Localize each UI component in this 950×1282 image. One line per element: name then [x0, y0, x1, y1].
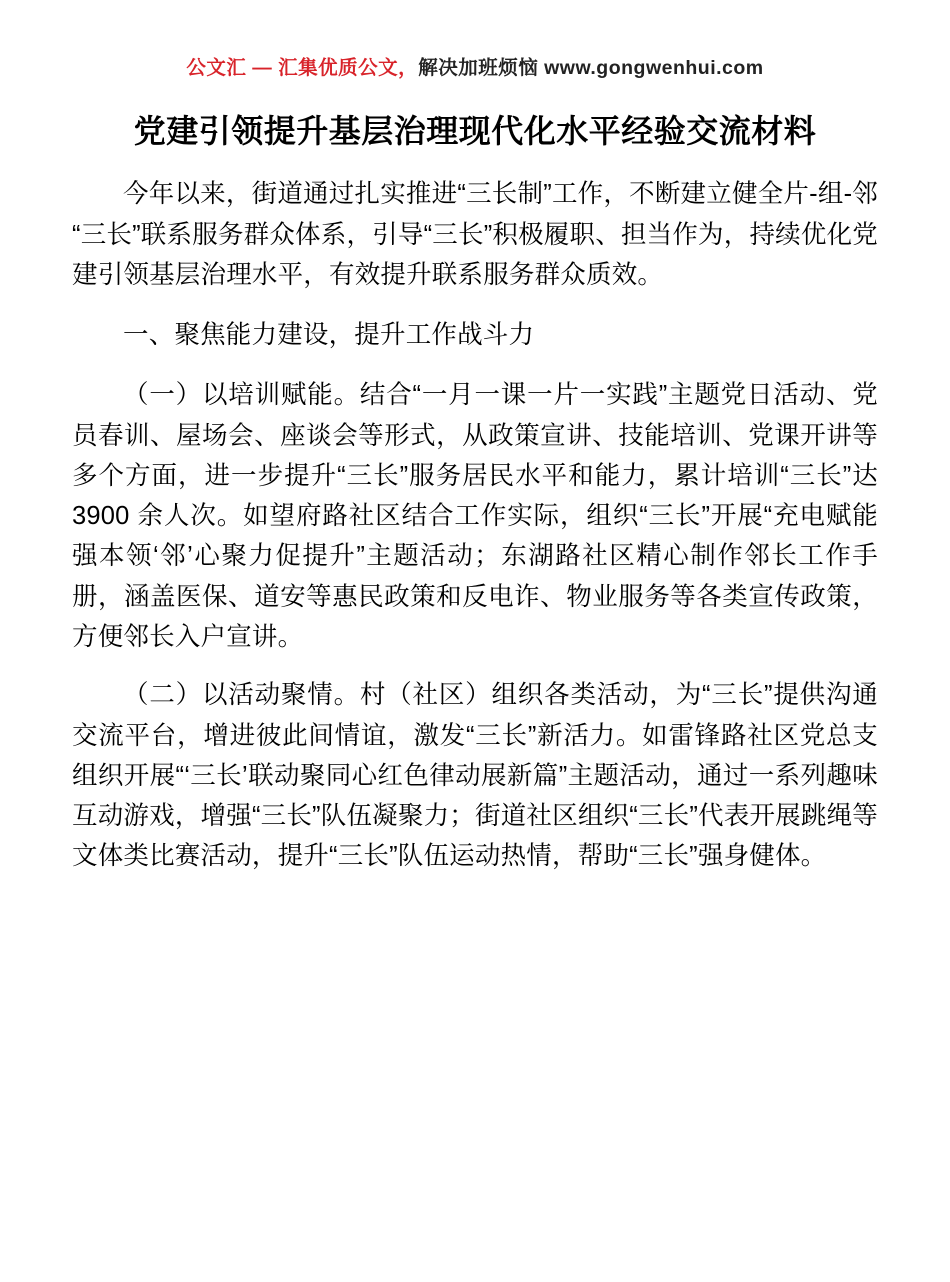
section-heading-one: 一、聚焦能力建设，提升工作战斗力 — [123, 321, 535, 350]
watermark-dark-text: 解决加班烦恼 www.gongwenhui.com — [418, 57, 764, 79]
paragraph-intro: 今年以来，街道通过扎实推进“三长制”工作，不断建立健全片-组-邻“三长”联系服务群众体系，引导“三长”积极履职、担当作为，持续优化党建引领基层治理水平，有效提升联系服务群众质效。 — [72, 180, 878, 289]
site-watermark — [72, 52, 878, 80]
document-page — [0, 52, 950, 1282]
watermark-red-text: 公文汇 — 汇集优质公文， — [186, 57, 419, 79]
paragraph-item-two: （二）以活动聚情。村（社区）组织各类活动，为“三长”提供沟通交流平台，增进彼此间情谊，激发“三长”新活力。如雷锋路社区党总支组织开展“‘三长’联动聚同心红色律动展新篇”主题活动，通过一系列趣味互动游戏，增强“三长”队伍凝聚力；街道社区组织“三长”代表开展跳绳等文体类比赛活动，提升“三长”队伍运动热情，帮助“三长”强身健体。 — [72, 681, 878, 871]
paragraph-item-one: （一）以培训赋能。结合“一月一课一片一实践”主题党日活动、党员春训、屋场会、座谈会等形式，从政策宣讲、技能培训、党课开讲等多个方面，进一步提升“三长”服务居民水平和能力，累计培训“三长”达 3900 余人次。如望府路社区结合工作实际，组织“三长”开展“充电赋能强本领‘邻’心聚力促提升”主题活动；东湖路社区精心制作邻长工作手册，涵盖医保、道安等惠民政策和反电诈、物业服务等各类宣传政策，方便邻长入户宣讲。 — [72, 381, 878, 652]
page-title: 党建引领提升基层治理现代化水平经验交流材料 — [133, 113, 817, 149]
